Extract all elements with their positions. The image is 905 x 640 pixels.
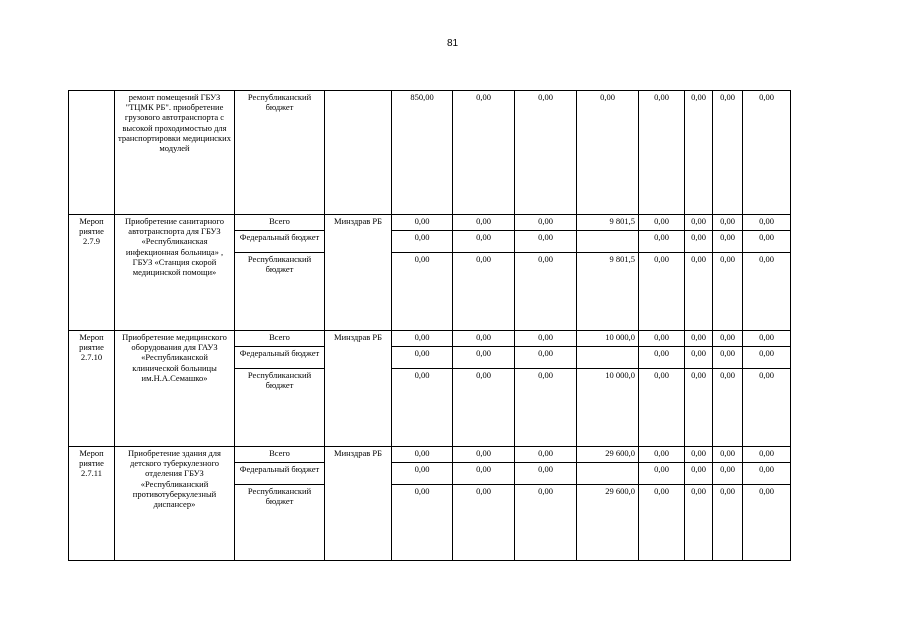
value-cell: 0,00 bbox=[453, 369, 515, 447]
funding-source-cell: Всего bbox=[235, 215, 325, 231]
value-cell bbox=[577, 463, 639, 485]
funding-source-cell: Федеральный бюджет bbox=[235, 347, 325, 369]
value-cell: 0,00 bbox=[743, 347, 791, 369]
value-cell: 0,00 bbox=[392, 447, 453, 463]
value-cell: 0,00 bbox=[713, 215, 743, 231]
funding-source-cell: Федеральный бюджет bbox=[235, 463, 325, 485]
value-cell: 0,00 bbox=[515, 347, 577, 369]
table-row bbox=[69, 215, 791, 231]
value-cell: 0,00 bbox=[453, 91, 515, 215]
value-cell: 0,00 bbox=[453, 253, 515, 331]
executor-cell: Минздрав РБ bbox=[325, 331, 392, 447]
value-cell: 0,00 bbox=[743, 447, 791, 463]
value-cell: 0,00 bbox=[713, 485, 743, 561]
value-cell: 0,00 bbox=[392, 215, 453, 231]
measure-id-cell bbox=[69, 91, 115, 215]
value-cell: 0,00 bbox=[515, 447, 577, 463]
value-cell: 0,00 bbox=[685, 347, 713, 369]
value-cell: 0,00 bbox=[685, 91, 713, 215]
measure-name-cell: Приобретение медицинского оборудования для ГАУЗ «Республиканской клинической больницы им.Н.А.Семашко» bbox=[115, 331, 235, 447]
value-cell: 9 801,5 bbox=[577, 253, 639, 331]
page-number: 81 bbox=[446, 38, 459, 49]
value-cell: 0,00 bbox=[392, 347, 453, 369]
measure-name-cell: Приобретение санитарного автотранспорта для ГБУЗ «Республиканская инфекционная больница» , ГБУЗ «Станция скорой медицинской помощи» bbox=[115, 215, 235, 331]
value-cell: 0,00 bbox=[639, 215, 685, 231]
value-cell: 0,00 bbox=[639, 463, 685, 485]
value-cell: 0,00 bbox=[515, 485, 577, 561]
value-cell: 0,00 bbox=[639, 253, 685, 331]
value-cell: 0,00 bbox=[743, 485, 791, 561]
value-cell: 0,00 bbox=[743, 331, 791, 347]
value-cell: 0,00 bbox=[515, 369, 577, 447]
value-cell: 0,00 bbox=[639, 347, 685, 369]
value-cell: 0,00 bbox=[713, 447, 743, 463]
value-cell: 0,00 bbox=[685, 215, 713, 231]
measure-id-cell: Мероп риятие 2.7.10 bbox=[69, 331, 115, 447]
value-cell: 0,00 bbox=[639, 447, 685, 463]
value-cell: 0,00 bbox=[713, 253, 743, 331]
value-cell: 10 000,0 bbox=[577, 369, 639, 447]
value-cell: 0,00 bbox=[743, 253, 791, 331]
value-cell: 0,00 bbox=[713, 231, 743, 253]
measure-name-cell: ремонт помещений ГБУЗ "ТЦМК РБ". приобретение грузового автотранспорта с высокой проходимостью для транспортировки медицинских модулей bbox=[115, 91, 235, 215]
value-cell: 0,00 bbox=[685, 253, 713, 331]
value-cell: 0,00 bbox=[743, 91, 791, 215]
value-cell: 0,00 bbox=[453, 331, 515, 347]
value-cell: 0,00 bbox=[577, 91, 639, 215]
value-cell: 0,00 bbox=[392, 331, 453, 347]
budget-table bbox=[68, 90, 791, 561]
value-cell: 0,00 bbox=[639, 91, 685, 215]
executor-cell: Минздрав РБ bbox=[325, 447, 392, 561]
value-cell: 0,00 bbox=[743, 369, 791, 447]
value-cell: 0,00 bbox=[743, 231, 791, 253]
value-cell: 0,00 bbox=[713, 331, 743, 347]
value-cell: 0,00 bbox=[713, 91, 743, 215]
table-row bbox=[69, 331, 791, 347]
value-cell bbox=[577, 231, 639, 253]
value-cell: 0,00 bbox=[515, 463, 577, 485]
value-cell: 0,00 bbox=[453, 215, 515, 231]
value-cell: 29 600,0 bbox=[577, 485, 639, 561]
measure-name-cell: Приобретение здания для детского туберкулезного отделения ГБУЗ «Республиканский противотуберкулезный диспансер» bbox=[115, 447, 235, 561]
value-cell: 0,00 bbox=[453, 347, 515, 369]
value-cell: 0,00 bbox=[392, 369, 453, 447]
value-cell: 0,00 bbox=[639, 331, 685, 347]
value-cell: 0,00 bbox=[685, 231, 713, 253]
funding-source-cell: Республиканский бюджет bbox=[235, 485, 325, 561]
value-cell: 29 600,0 bbox=[577, 447, 639, 463]
measure-id-cell: Мероп риятие 2.7.9 bbox=[69, 215, 115, 331]
value-cell: 0,00 bbox=[392, 231, 453, 253]
table-row bbox=[69, 91, 791, 215]
value-cell: 9 801,5 bbox=[577, 215, 639, 231]
funding-source-cell: Всего bbox=[235, 447, 325, 463]
funding-source-cell: Всего bbox=[235, 331, 325, 347]
value-cell: 0,00 bbox=[453, 447, 515, 463]
value-cell: 0,00 bbox=[639, 485, 685, 561]
funding-source-cell: Федеральный бюджет bbox=[235, 231, 325, 253]
funding-source-cell: Республиканский бюджет bbox=[235, 369, 325, 447]
value-cell: 0,00 bbox=[685, 447, 713, 463]
value-cell: 0,00 bbox=[743, 463, 791, 485]
value-cell: 0,00 bbox=[515, 253, 577, 331]
value-cell: 0,00 bbox=[515, 215, 577, 231]
measure-id-cell: Мероп риятие 2.7.11 bbox=[69, 447, 115, 561]
value-cell: 0,00 bbox=[685, 369, 713, 447]
value-cell: 0,00 bbox=[453, 463, 515, 485]
funding-source-cell: Республиканский бюджет bbox=[235, 253, 325, 331]
value-cell bbox=[577, 347, 639, 369]
value-cell: 0,00 bbox=[392, 253, 453, 331]
value-cell: 0,00 bbox=[639, 369, 685, 447]
value-cell: 0,00 bbox=[713, 369, 743, 447]
value-cell: 850,00 bbox=[392, 91, 453, 215]
value-cell: 0,00 bbox=[713, 347, 743, 369]
value-cell: 0,00 bbox=[515, 91, 577, 215]
value-cell: 0,00 bbox=[639, 231, 685, 253]
value-cell: 0,00 bbox=[392, 463, 453, 485]
value-cell: 0,00 bbox=[453, 231, 515, 253]
value-cell: 0,00 bbox=[392, 485, 453, 561]
value-cell: 10 000,0 bbox=[577, 331, 639, 347]
value-cell: 0,00 bbox=[743, 215, 791, 231]
value-cell: 0,00 bbox=[515, 331, 577, 347]
value-cell: 0,00 bbox=[453, 485, 515, 561]
value-cell: 0,00 bbox=[685, 485, 713, 561]
table-row bbox=[69, 447, 791, 463]
executor-cell bbox=[325, 91, 392, 215]
executor-cell: Минздрав РБ bbox=[325, 215, 392, 331]
value-cell: 0,00 bbox=[685, 331, 713, 347]
value-cell: 0,00 bbox=[685, 463, 713, 485]
funding-source-cell: Республиканский бюджет bbox=[235, 91, 325, 215]
value-cell: 0,00 bbox=[713, 463, 743, 485]
value-cell: 0,00 bbox=[515, 231, 577, 253]
